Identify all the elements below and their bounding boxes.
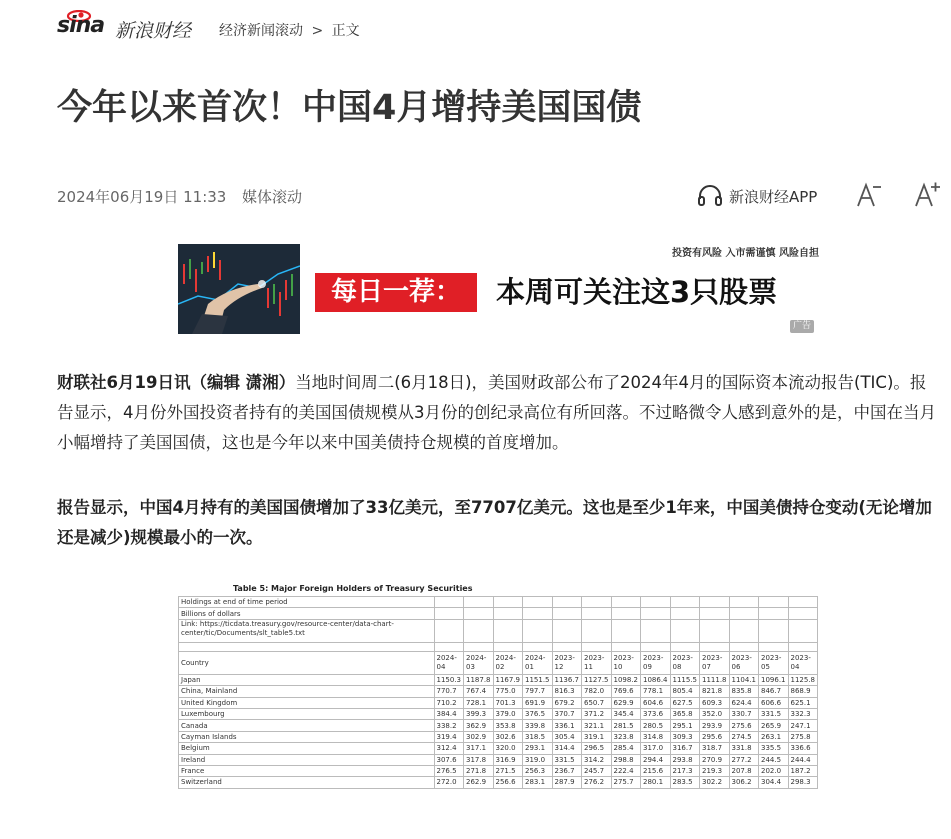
table-value-cell: 293.8: [670, 754, 700, 765]
table-value-cell: 1187.8: [464, 674, 494, 685]
table-country-cell: Belgium: [179, 743, 435, 754]
table-empty-cell: [582, 619, 612, 642]
table-value-cell: 319.0: [523, 754, 553, 765]
publish-date: 2024年06月19日 11:33: [57, 188, 227, 206]
table-empty-cell: [641, 642, 671, 651]
table-row: [179, 697, 818, 708]
table-header-period: 2024-01: [523, 651, 553, 674]
table-header-period: 2024-02: [493, 651, 523, 674]
table-value-cell: 331.5: [759, 708, 789, 719]
table-value-cell: 1127.5: [582, 674, 612, 685]
article-title: 今年以来首次！中国4月增持美国国债: [57, 88, 642, 128]
table-empty-cell: [552, 642, 582, 651]
table-empty-cell: [759, 642, 789, 651]
table-value-cell: 1111.8: [700, 674, 730, 685]
breadcrumb-item-body: 正文: [331, 23, 360, 39]
table-value-cell: 373.6: [641, 708, 671, 719]
table-value-cell: 207.8: [729, 765, 759, 776]
table-value-cell: 305.4: [552, 731, 582, 742]
table-country-cell: Switzerland: [179, 777, 435, 788]
table-empty-cell: [611, 608, 641, 619]
table-value-cell: 1086.4: [641, 674, 671, 685]
table-empty-cell: [729, 619, 759, 642]
table-value-cell: 345.4: [611, 708, 641, 719]
table-value-cell: 275.6: [729, 720, 759, 731]
table-value-cell: 283.1: [523, 777, 553, 788]
table-row: [179, 731, 818, 742]
table-value-cell: 306.2: [729, 777, 759, 788]
table-value-cell: 1115.5: [670, 674, 700, 685]
table-value-cell: 276.2: [582, 777, 612, 788]
table-empty-cell: [670, 597, 700, 608]
table-header-period: 2023-04: [788, 651, 818, 674]
table-value-cell: 332.3: [788, 708, 818, 719]
table-value-cell: 307.6: [434, 754, 464, 765]
table-value-cell: 835.8: [729, 686, 759, 697]
table-value-cell: 298.8: [611, 754, 641, 765]
table-empty-cell: [788, 642, 818, 651]
table-empty-cell: [434, 642, 464, 651]
table-value-cell: 318.5: [523, 731, 553, 742]
table-empty-cell: [788, 619, 818, 642]
table-row: [179, 777, 818, 788]
table-value-cell: 314.4: [552, 743, 582, 754]
table-empty-cell: [729, 597, 759, 608]
table-empty-cell: [523, 597, 553, 608]
logo-cn-text: 新浪财经: [115, 20, 192, 42]
headphones-icon: [697, 184, 723, 208]
table-value-cell: 604.6: [641, 697, 671, 708]
table-value-cell: 769.6: [611, 686, 641, 697]
article-source[interactable]: 媒体滚动: [242, 188, 303, 206]
table-header-period: 2024-04: [434, 651, 464, 674]
table-empty-cell: [611, 642, 641, 651]
table-value-cell: 321.1: [582, 720, 612, 731]
table-meta-row: [179, 608, 818, 619]
table-value-cell: 710.2: [434, 697, 464, 708]
table-row: [179, 743, 818, 754]
table-value-cell: 319.1: [582, 731, 612, 742]
table-value-cell: 609.3: [700, 697, 730, 708]
table-value-cell: 816.3: [552, 686, 582, 697]
table-value-cell: 222.4: [611, 765, 641, 776]
table-empty-cell: [434, 597, 464, 608]
table-value-cell: 247.1: [788, 720, 818, 731]
table-value-cell: 821.8: [700, 686, 730, 697]
table-value-cell: 606.6: [759, 697, 789, 708]
sina-finance-logo[interactable]: [57, 12, 207, 44]
table-value-cell: 323.8: [611, 731, 641, 742]
table-value-cell: 304.4: [759, 777, 789, 788]
table-value-cell: 627.5: [670, 697, 700, 708]
table-empty-cell: [670, 608, 700, 619]
breadcrumb: [219, 20, 360, 40]
table-header-period: 2023-07: [700, 651, 730, 674]
app-download-link[interactable]: [697, 184, 817, 208]
table-empty-cell: [493, 597, 523, 608]
table-value-cell: 298.3: [788, 777, 818, 788]
table-value-cell: 1136.7: [552, 674, 582, 685]
table-value-cell: 797.7: [523, 686, 553, 697]
article-paragraph-1: [57, 368, 937, 458]
table-value-cell: 316.7: [670, 743, 700, 754]
table-value-cell: 275.7: [611, 777, 641, 788]
site-header: [57, 8, 937, 48]
table-empty-cell: [700, 619, 730, 642]
table-row: [179, 754, 818, 765]
table-empty-cell: [552, 608, 582, 619]
table-header-period: 2023-09: [641, 651, 671, 674]
table-value-cell: 1167.9: [493, 674, 523, 685]
table-value-cell: 274.5: [729, 731, 759, 742]
table-value-cell: 296.5: [582, 743, 612, 754]
table-value-cell: 317.0: [641, 743, 671, 754]
table-value-cell: 316.9: [493, 754, 523, 765]
table-country-cell: Cayman Islands: [179, 731, 435, 742]
table-value-cell: 302.9: [464, 731, 494, 742]
paragraph-body: 当地时间周二(6月18日)，美国财政部公布了2024年4月的国际资本流动报告(TIC)。报告显示，4月份外国投资者持有的美国国债规模从3月份的创纪录高位有所回落。不过略微令人感到意外的是，中国在当月小幅增持了美国国债，这也是今年以来中国美债持仓规模的首度增加。: [57, 373, 936, 452]
table-country-cell: China, Mainland: [179, 686, 435, 697]
table-value-cell: 624.4: [729, 697, 759, 708]
table-value-cell: 275.8: [788, 731, 818, 742]
table-value-cell: 701.3: [493, 697, 523, 708]
table-value-cell: 262.9: [464, 777, 494, 788]
table-value-cell: 770.7: [434, 686, 464, 697]
table-value-cell: 691.9: [523, 697, 553, 708]
table-value-cell: 379.0: [493, 708, 523, 719]
table-empty-cell: [552, 597, 582, 608]
table-value-cell: 868.9: [788, 686, 818, 697]
table-spacer-row: [179, 642, 818, 651]
table-row: [179, 765, 818, 776]
table-value-cell: 370.7: [552, 708, 582, 719]
table-value-cell: 338.2: [434, 720, 464, 731]
table-row: [179, 720, 818, 731]
table-value-cell: 302.2: [700, 777, 730, 788]
table-value-cell: 317.1: [464, 743, 494, 754]
table-value-cell: 272.0: [434, 777, 464, 788]
table-empty-cell: [464, 608, 494, 619]
table-value-cell: 217.3: [670, 765, 700, 776]
breadcrumb-item-news[interactable]: 经济新闻滚动: [219, 23, 303, 39]
table-value-cell: 320.0: [493, 743, 523, 754]
table-value-cell: 1098.2: [611, 674, 641, 685]
table-value-cell: 271.5: [493, 765, 523, 776]
table-value-cell: 271.8: [464, 765, 494, 776]
table-empty-cell: [179, 642, 435, 651]
table-value-cell: 285.4: [611, 743, 641, 754]
table-value-cell: 280.5: [641, 720, 671, 731]
table-header-country: Country: [179, 651, 435, 674]
table-row: [179, 708, 818, 719]
table-value-cell: 362.9: [464, 720, 494, 731]
table-country-cell: Luxembourg: [179, 708, 435, 719]
table-empty-cell: [729, 642, 759, 651]
table-value-cell: 245.7: [582, 765, 612, 776]
table-value-cell: 376.5: [523, 708, 553, 719]
table-empty-cell: [759, 608, 789, 619]
table-empty-cell: [434, 608, 464, 619]
table-empty-cell: [464, 642, 494, 651]
table-value-cell: 283.5: [670, 777, 700, 788]
breadcrumb-separator: >: [311, 23, 324, 39]
table-value-cell: 399.3: [464, 708, 494, 719]
table-value-cell: 778.1: [641, 686, 671, 697]
table-country-cell: France: [179, 765, 435, 776]
article-paragraph-2: 报告显示，中国4月持有的美国国债增加了33亿美元，至7707亿美元。这也是至少1年来，中国美债持仓变动(无论增加还是减少)规模最小的一次。: [57, 498, 932, 547]
table-value-cell: 1150.3: [434, 674, 464, 685]
table-value-cell: 335.5: [759, 743, 789, 754]
table-value-cell: 1151.5: [523, 674, 553, 685]
table-value-cell: 650.7: [582, 697, 612, 708]
table-value-cell: 244.5: [759, 754, 789, 765]
table-row: [179, 674, 818, 685]
table-value-cell: 767.4: [464, 686, 494, 697]
table-value-cell: 202.0: [759, 765, 789, 776]
table-value-cell: 236.7: [552, 765, 582, 776]
stock-chart-thumbnail: [178, 244, 300, 334]
table-empty-cell: [700, 608, 730, 619]
font-increase-icon[interactable]: [912, 180, 942, 210]
table-empty-cell: [641, 619, 671, 642]
table-empty-cell: [464, 597, 494, 608]
table-value-cell: 782.0: [582, 686, 612, 697]
ad-badge: 广告: [790, 320, 814, 333]
table-value-cell: 1096.1: [759, 674, 789, 685]
table-country-cell: Japan: [179, 674, 435, 685]
table-title: Table 5: Major Foreign Holders of Treasury Securities: [233, 584, 473, 593]
table-value-cell: 219.3: [700, 765, 730, 776]
table-empty-cell: [582, 608, 612, 619]
table-empty-cell: [700, 597, 730, 608]
article-meta: [57, 184, 941, 208]
table-value-cell: 846.7: [759, 686, 789, 697]
table-empty-cell: [700, 642, 730, 651]
table-empty-cell: [434, 619, 464, 642]
table-value-cell: 330.7: [729, 708, 759, 719]
table-value-cell: 312.4: [434, 743, 464, 754]
table-empty-cell: [759, 597, 789, 608]
table-header-period: 2023-12: [552, 651, 582, 674]
table-value-cell: 295.1: [670, 720, 700, 731]
table-value-cell: 309.3: [670, 731, 700, 742]
table-value-cell: 270.9: [700, 754, 730, 765]
table-value-cell: 314.2: [582, 754, 612, 765]
table-value-cell: 331.8: [729, 743, 759, 754]
table-meta-row: [179, 619, 818, 642]
app-label: 新浪财经APP: [729, 187, 818, 206]
table-value-cell: 625.1: [788, 697, 818, 708]
table-value-cell: 244.4: [788, 754, 818, 765]
table-empty-cell: [729, 608, 759, 619]
table-value-cell: 352.0: [700, 708, 730, 719]
table-value-cell: 353.8: [493, 720, 523, 731]
table-country-cell: Ireland: [179, 754, 435, 765]
table-value-cell: 339.8: [523, 720, 553, 731]
table-value-cell: 1125.8: [788, 674, 818, 685]
table-header-period: 2023-06: [729, 651, 759, 674]
table-empty-cell: [493, 608, 523, 619]
table-value-cell: 265.9: [759, 720, 789, 731]
table-meta-row: [179, 597, 818, 608]
table-empty-cell: [611, 597, 641, 608]
table-country-cell: Canada: [179, 720, 435, 731]
table-value-cell: 287.9: [552, 777, 582, 788]
table-value-cell: 256.3: [523, 765, 553, 776]
table-empty-cell: [523, 619, 553, 642]
table-country-cell: United Kingdom: [179, 697, 435, 708]
table-row: [179, 686, 818, 697]
table-value-cell: 295.6: [700, 731, 730, 742]
table-value-cell: 294.4: [641, 754, 671, 765]
table-empty-cell: [670, 642, 700, 651]
table-meta-cell: Holdings at end of time period: [179, 597, 435, 608]
table-header-period: 2023-05: [759, 651, 789, 674]
table-value-cell: 1104.1: [729, 674, 759, 685]
table-empty-cell: [641, 597, 671, 608]
table-value-cell: 187.2: [788, 765, 818, 776]
table-value-cell: 277.2: [729, 754, 759, 765]
table-header-row: [179, 651, 818, 674]
table-value-cell: 384.4: [434, 708, 464, 719]
ad-headline: 本周可关注这3只股票: [496, 275, 778, 309]
table-empty-cell: [611, 619, 641, 642]
table-value-cell: 293.1: [523, 743, 553, 754]
table-empty-cell: [523, 642, 553, 651]
treasury-holders-table: [178, 596, 818, 789]
treasury-holders-table-image: [178, 584, 818, 802]
table-empty-cell: [788, 608, 818, 619]
table-value-cell: 629.9: [611, 697, 641, 708]
table-empty-cell: [788, 597, 818, 608]
font-decrease-icon[interactable]: [853, 180, 883, 210]
table-empty-cell: [552, 619, 582, 642]
table-value-cell: 336.1: [552, 720, 582, 731]
table-value-cell: 319.4: [434, 731, 464, 742]
table-value-cell: 302.6: [493, 731, 523, 742]
logo-text: sina: [57, 13, 105, 38]
table-value-cell: 215.6: [641, 765, 671, 776]
table-value-cell: 318.7: [700, 743, 730, 754]
table-header-period: 2023-10: [611, 651, 641, 674]
table-empty-cell: [670, 619, 700, 642]
table-header-period: 2023-11: [582, 651, 612, 674]
table-empty-cell: [523, 608, 553, 619]
table-value-cell: 728.1: [464, 697, 494, 708]
table-value-cell: 281.5: [611, 720, 641, 731]
table-meta-cell: Billions of dollars: [179, 608, 435, 619]
table-empty-cell: [582, 642, 612, 651]
table-empty-cell: [641, 608, 671, 619]
table-value-cell: 276.5: [434, 765, 464, 776]
table-value-cell: 365.8: [670, 708, 700, 719]
table-empty-cell: [759, 619, 789, 642]
ad-red-label: 每日一荐：: [315, 273, 477, 312]
table-value-cell: 331.5: [552, 754, 582, 765]
table-value-cell: 336.6: [788, 743, 818, 754]
table-value-cell: 775.0: [493, 686, 523, 697]
table-value-cell: 679.2: [552, 697, 582, 708]
ad-risk-note: 投资有风险 入市需谨慎 风险自担: [672, 248, 819, 259]
table-empty-cell: [493, 642, 523, 651]
table-value-cell: 280.1: [641, 777, 671, 788]
table-value-cell: 317.8: [464, 754, 494, 765]
ad-banner[interactable]: [178, 244, 818, 336]
table-empty-cell: [493, 619, 523, 642]
table-empty-cell: [464, 619, 494, 642]
table-header-period: 2023-08: [670, 651, 700, 674]
table-header-period: 2024-03: [464, 651, 494, 674]
table-value-cell: 293.9: [700, 720, 730, 731]
table-meta-cell: Link: https://ticdata.treasury.gov/resource-center/data-chart-center/tic/Documents/slt_table5.txt: [179, 619, 435, 642]
paragraph-lead: 财联社6月19日讯（编辑 潇湘）: [57, 373, 296, 392]
table-empty-cell: [582, 597, 612, 608]
table-value-cell: 371.2: [582, 708, 612, 719]
table-value-cell: 263.1: [759, 731, 789, 742]
table-value-cell: 805.4: [670, 686, 700, 697]
table-value-cell: 256.6: [493, 777, 523, 788]
table-value-cell: 314.8: [641, 731, 671, 742]
